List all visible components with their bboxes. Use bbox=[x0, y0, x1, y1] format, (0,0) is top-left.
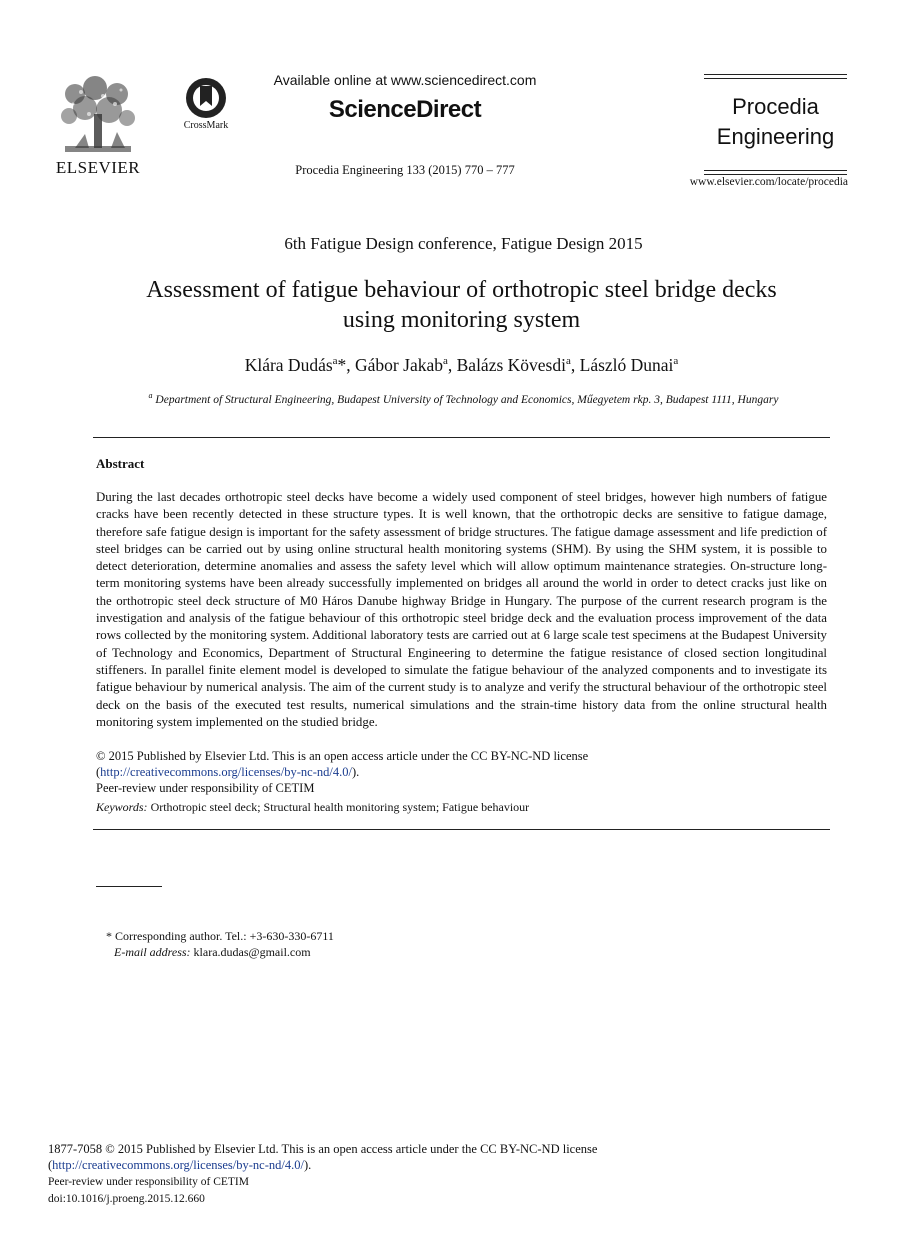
abstract-copyright: © 2015 Published by Elsevier Ltd. This is an open access article under the CC BY-NC-ND license bbox=[96, 749, 589, 763]
abstract-body: During the last decades orthotropic steel decks have become a widely used component of steel bridges, however high numbers of fatigue cracks have been recently detected in these structure types. It is well known, that the orthotropic decks are sensitive to fatigue damage, therefore safe fatigue design is important for the safety assessment of bridge structures. The fatigue damage assessment and life prediction of steel bridges can be carried out by using online structural health monitoring systems (SHM). By using the SHM system, it is possible to detect deterioration, determine anomalies and assess the safety level which will allow optimum maintenance strategies. On-structure long-term monitoring systems have been already successfully implemented on bridges all around the world in order to detect cracks just like on the orthotropic steel deck structure of M0 Háros Danube highway Bridge in Hungary. The purpose of the current research program is the investigation and analysis of the fatigue behaviour of this orthotropic steel bridge deck and the evaluation process improvement of the data rows collected by the monitoring system. Additional laboratory tests are carried out at 6 large scale test specimens at the Budapest University of Technology and Economics, Department of Structural Engineering to determine the fatigue resistance of closed section longitudinal stiffeners. In parallel finite element model is developed to simulate the fatigue behaviour of the analyzed components and to investigate its fatigue behaviour by numerical analysis. The aim of the current study is to analyze and verify the structural behaviour of the orthotropic steel deck on the basis of the executed test results, numerical simulations and the strain-time history data from the online structural health monitoring system implemented on the studied bridge. bbox=[96, 490, 827, 729]
paper-title bbox=[60, 275, 863, 335]
keywords-text: Orthotropic steel deck; Structural health monitoring system; Fatigue behaviour bbox=[150, 800, 530, 814]
journal-logo-rule-top bbox=[704, 74, 847, 75]
bottom-license bbox=[48, 1157, 311, 1173]
abstract-heading: Abstract bbox=[96, 456, 145, 471]
footnote-rule bbox=[96, 886, 162, 887]
conference-name: 6th Fatigue Design conference, Fatigue Design 2015 bbox=[284, 234, 643, 253]
abstract-top-rule bbox=[93, 437, 830, 438]
author-name: Klára Dudás bbox=[244, 355, 333, 375]
bottom-license-open: ( bbox=[48, 1158, 53, 1172]
journal-name-line2: Engineering bbox=[716, 124, 835, 149]
abstract-license bbox=[96, 764, 359, 780]
crossmark-label: CrossMark bbox=[183, 120, 229, 131]
journal-logo-rule-bottom-thin bbox=[704, 174, 847, 175]
journal-url-link[interactable]: www.elsevier.com/locate/procedia bbox=[689, 176, 848, 188]
license-close: ). bbox=[351, 765, 360, 779]
doi[interactable]: doi:10.1016/j.proeng.2015.12.660 bbox=[48, 1193, 205, 1205]
paper-title-line1: Assessment of fatigue behaviour of orthotropic steel bridge decks bbox=[146, 277, 777, 303]
affiliation-sup: a bbox=[148, 391, 153, 400]
journal-logo-rule-top-thin bbox=[704, 78, 847, 79]
journal-name bbox=[704, 92, 847, 152]
issn-copyright: 1877-7058 © 2015 Published by Elsevier Ltd. This is an open access article under the CC BY-NC-ND license bbox=[48, 1142, 598, 1156]
keywords-label: Keywords: bbox=[96, 800, 148, 814]
available-online-text: Available online at www.sciencedirect.com bbox=[273, 72, 537, 88]
corresponding-author: * Corresponding author. Tel.: +3-630-330-6711 bbox=[106, 929, 334, 943]
license-open: ( bbox=[96, 765, 101, 779]
crossmark-icon bbox=[184, 76, 228, 120]
journal-name-line1: Procedia bbox=[732, 94, 819, 119]
author-affil-sup: a bbox=[442, 355, 448, 368]
abstract-peer-review: Peer-review under responsibility of CETIM bbox=[96, 781, 315, 795]
elsevier-logo[interactable] bbox=[50, 74, 146, 178]
elsevier-logo-text: ELSEVIER bbox=[55, 158, 141, 177]
affiliation bbox=[60, 391, 867, 406]
author-list: Klára Dudás$^a$*, Gábor Jakab$^a$, Balázs Kövesdi$^a$, László Dunai$^a$ bbox=[244, 355, 679, 375]
author-affil-sup: a bbox=[565, 355, 571, 368]
corresponding-footnote bbox=[106, 928, 334, 960]
author-name: Gábor Jakab bbox=[355, 355, 443, 375]
journal-logo-rule-bottom bbox=[704, 170, 847, 171]
sciencedirect-logo[interactable]: ScienceDirect bbox=[328, 96, 482, 123]
journal-citation: Procedia Engineering 133 (2015) 770 – 777 bbox=[295, 163, 515, 177]
bottom-license-close: ). bbox=[303, 1158, 312, 1172]
journal-logo[interactable] bbox=[704, 74, 847, 174]
email-address[interactable]: klara.dudas@gmail.com bbox=[193, 945, 311, 959]
author-affil-sup: a bbox=[673, 355, 679, 368]
corresponding-mark[interactable]: * bbox=[337, 355, 347, 375]
crossmark-badge[interactable] bbox=[176, 76, 236, 134]
bottom-license-link[interactable]: http://creativecommons.org/licenses/by-nc-nd/4.0/ bbox=[52, 1158, 304, 1172]
email-label: E-mail address: bbox=[114, 945, 191, 959]
author-name: László Dunai bbox=[579, 355, 674, 375]
author-name: Balázs Kövesdi bbox=[456, 355, 566, 375]
affiliation-text: Department of Structural Engineering, Budapest University of Technology and Economics, Műegyetem rkp. 3, Budapest 1111, Hungary bbox=[155, 393, 779, 406]
author-affil-sup: a bbox=[332, 355, 338, 368]
abstract-bottom-rule bbox=[93, 829, 830, 830]
email-line bbox=[106, 944, 334, 960]
elsevier-tree-icon bbox=[55, 74, 141, 156]
paper-title-line2: using monitoring system bbox=[342, 307, 581, 333]
keywords bbox=[96, 800, 529, 815]
license-link[interactable]: http://creativecommons.org/licenses/by-nc-nd/4.0/ bbox=[100, 765, 352, 779]
bottom-peer-review: Peer-review under responsibility of CETIM bbox=[48, 1176, 249, 1188]
